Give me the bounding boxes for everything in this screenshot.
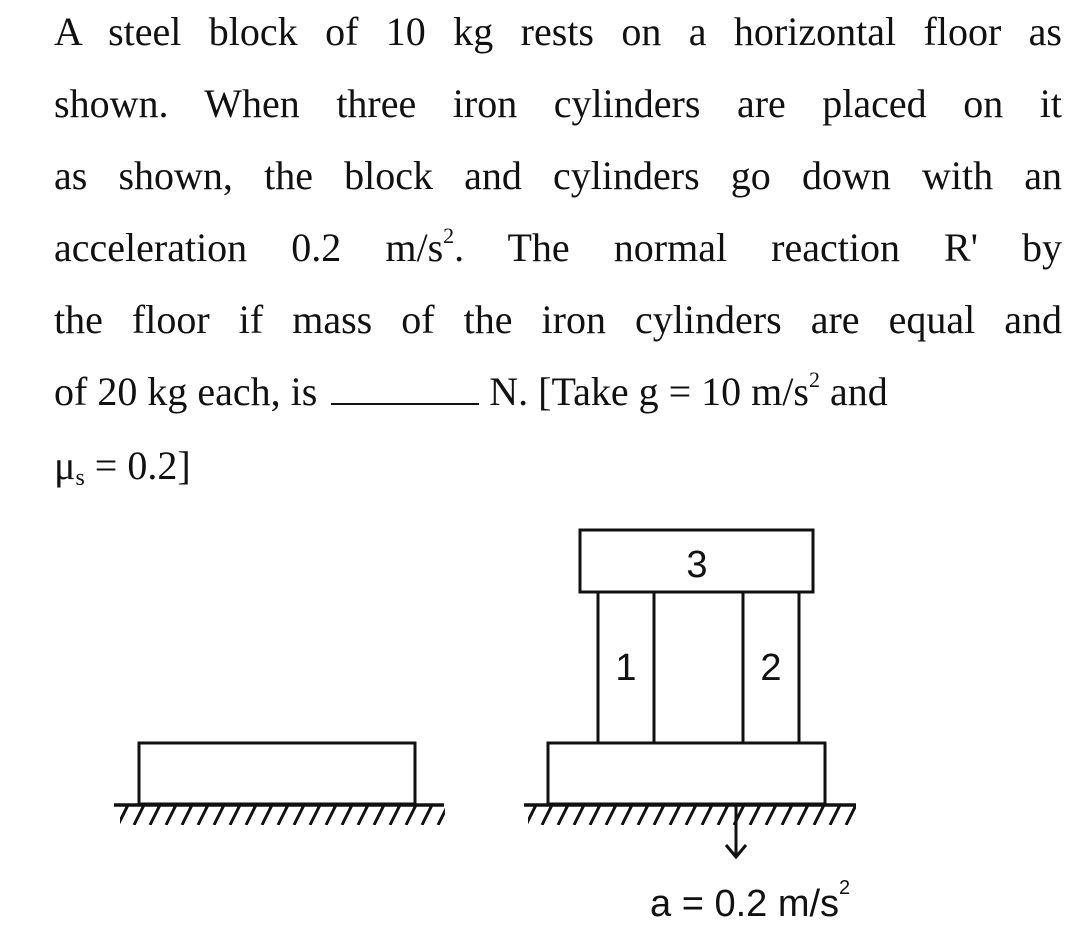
left-figure <box>114 743 448 825</box>
exponent: 2 <box>808 367 820 392</box>
line7-text: = 0.2] <box>84 443 191 488</box>
problem-line-5: the floor if mass of the iron cylinders are equal and <box>54 297 1062 342</box>
line4-text: acceleration 0.2 m/s <box>54 225 444 270</box>
mu-symbol: μ <box>54 443 76 488</box>
subscript: s <box>75 465 85 491</box>
problem-line-1: A steel block of 10 kg rests on a horizontal floor as <box>54 9 1062 54</box>
line6-text: of 20 kg each, is <box>54 369 318 414</box>
steel-block-right <box>548 743 825 804</box>
line6-text-mid: N. [Take g = 10 m/s <box>489 369 809 414</box>
floor-hatch-right <box>526 805 856 825</box>
right-figure <box>524 530 856 925</box>
exponent: 2 <box>443 223 455 248</box>
acceleration-exponent: 2 <box>839 877 851 899</box>
acceleration-text: a = 0.2 m/s <box>650 883 840 925</box>
acceleration-label <box>650 877 850 925</box>
cylinder-2-label: 2 <box>760 647 782 689</box>
line6-text-end: and <box>819 369 888 414</box>
floor-hatch-left <box>118 805 448 825</box>
problem-line-3: as shown, the block and cylinders go down with an <box>54 153 1062 198</box>
cylinder-1-label: 1 <box>615 647 637 689</box>
steel-block-left <box>139 743 415 804</box>
cylinder-3-label: 3 <box>686 544 708 586</box>
line4-text-end: . The normal reaction R' by <box>454 225 1062 270</box>
problem-line-2: shown. When three iron cylinders are placed on it <box>54 81 1062 126</box>
